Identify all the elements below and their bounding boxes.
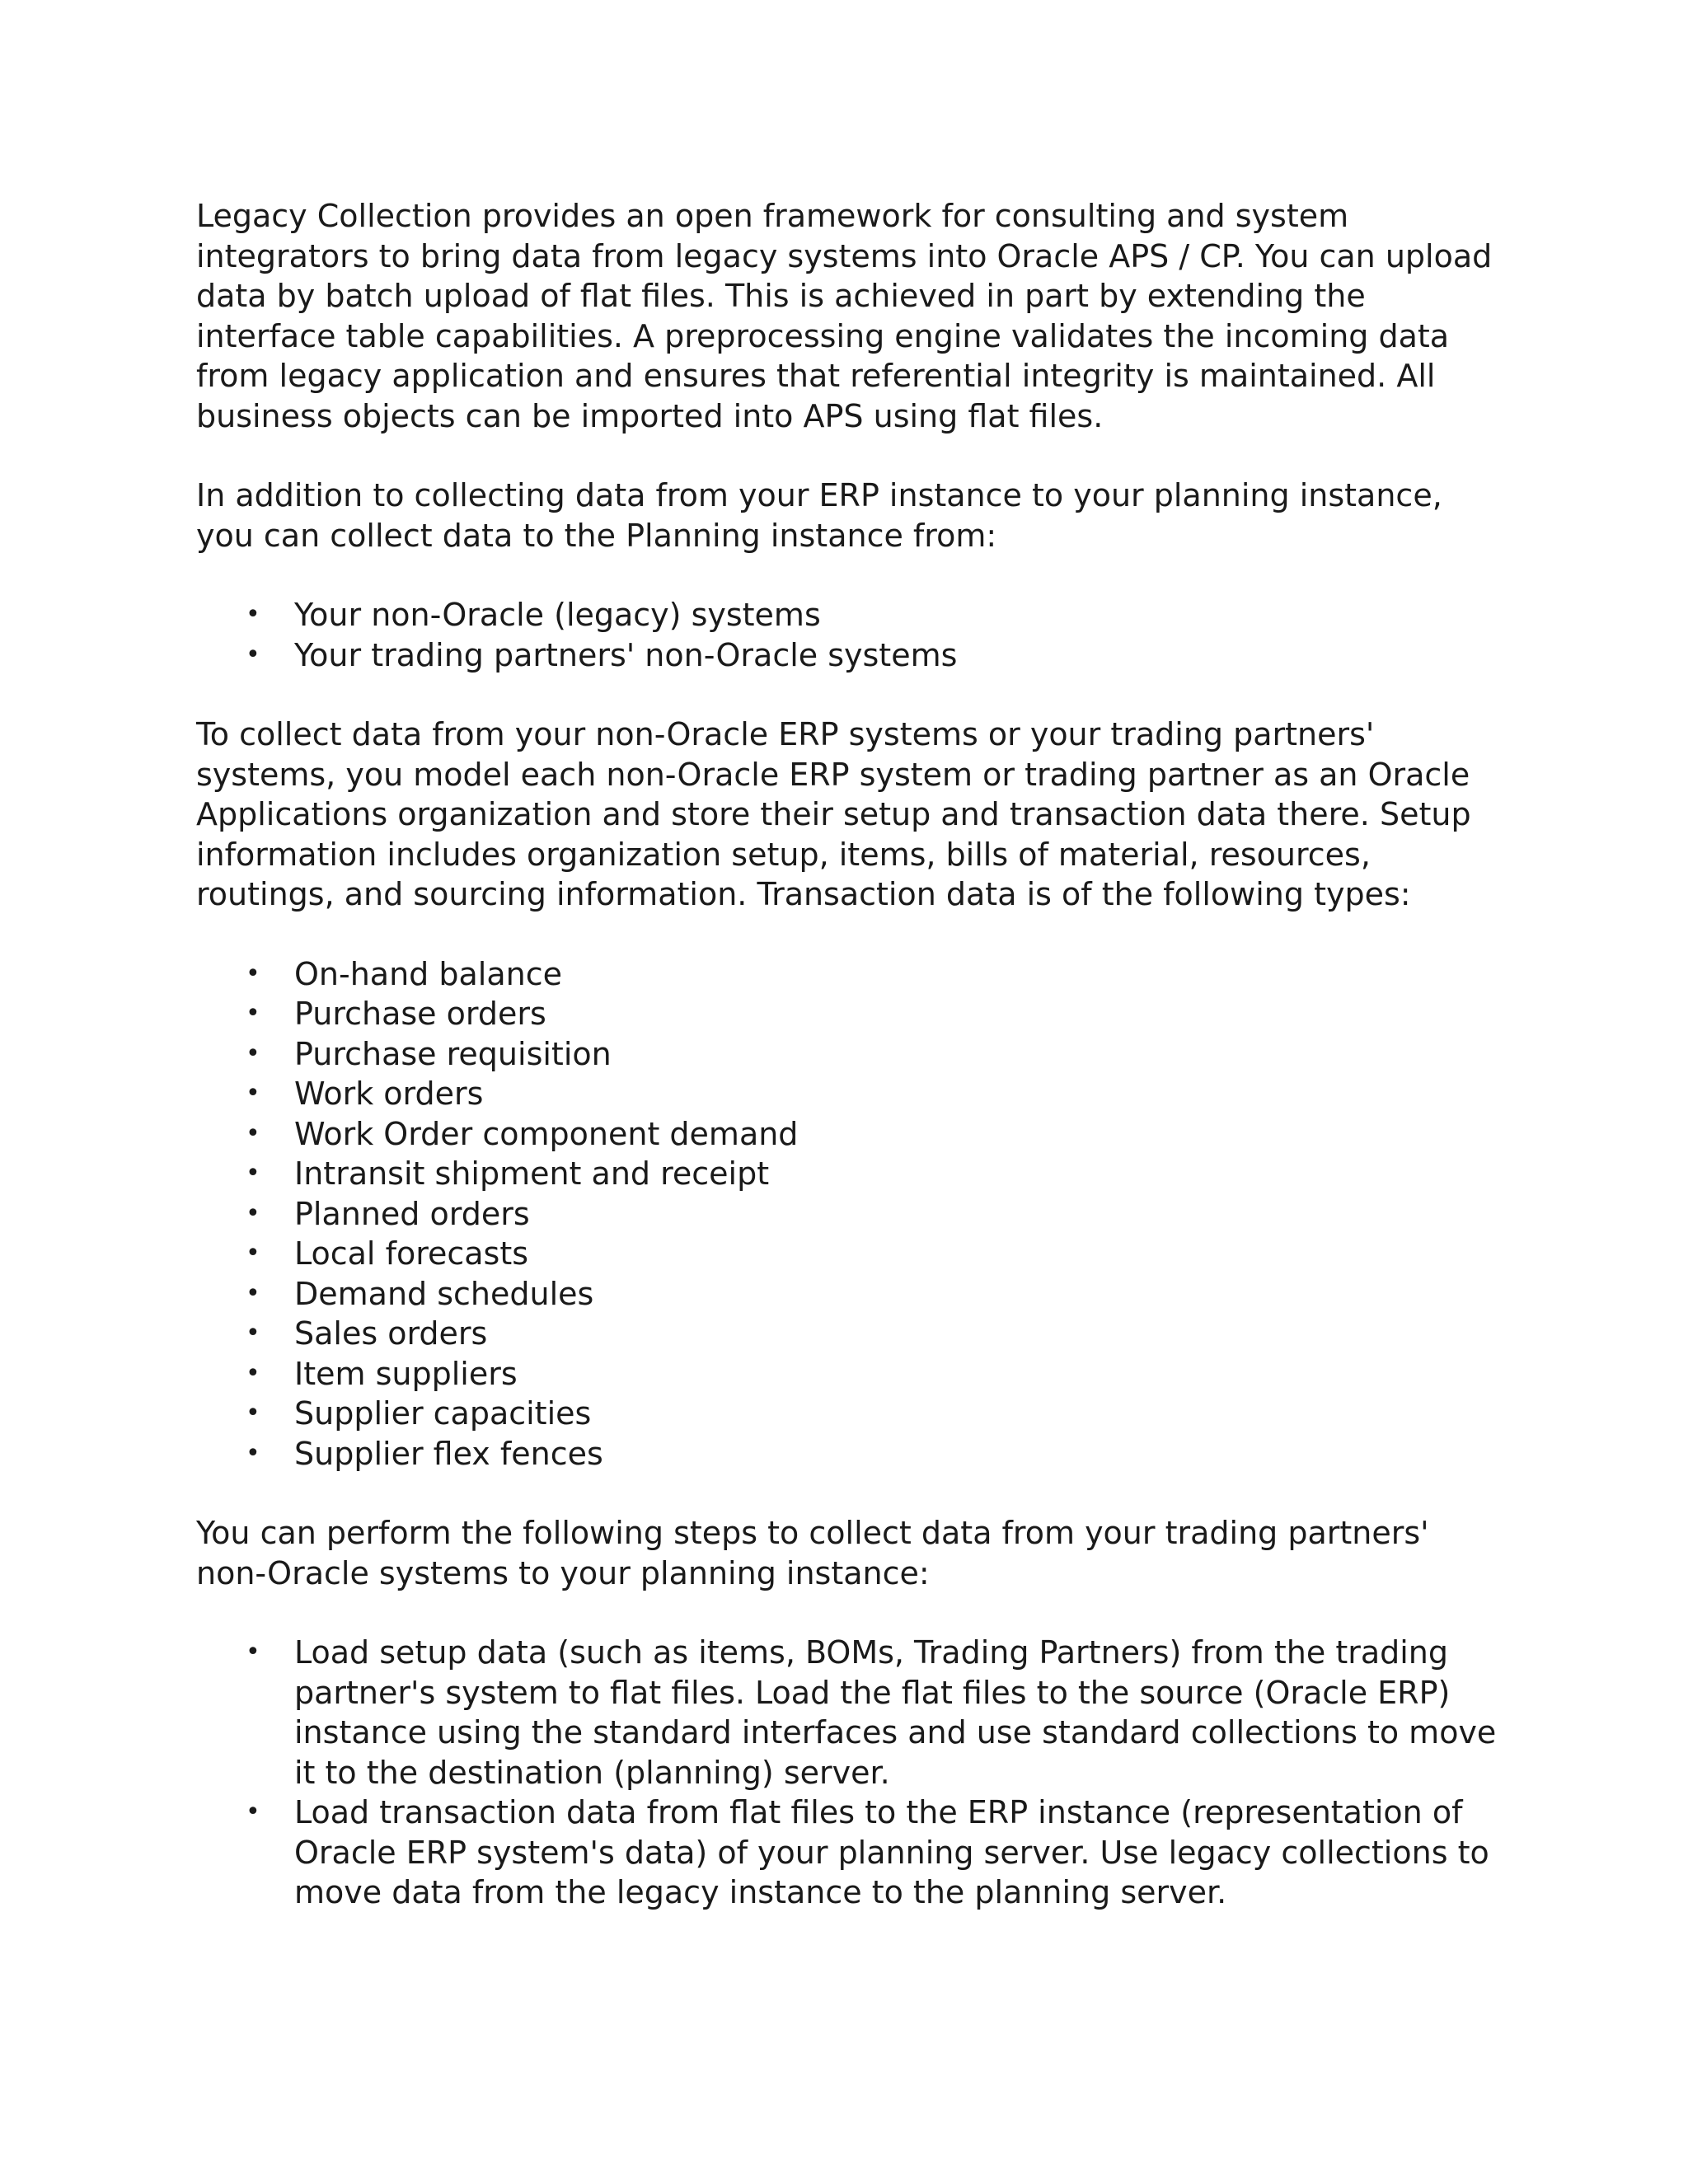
document-page [196,196,1498,1952]
list-item: • On-hand balance [196,954,1498,995]
list-item: • Purchase orders [196,994,1498,1034]
list-item: • Intransit shipment and receipt [196,1154,1498,1194]
list-item: • Your non-Oracle (legacy) systems [196,595,1498,635]
steps-intro-paragraph: You can perform the following steps to collect data from your trading partners' non-Oracle systems to your planning instance: [196,1515,1429,1591]
list-item: • Supplier flex fences [196,1434,1498,1474]
sources-list [196,595,1498,675]
list-item: • Your trading partners' non-Oracle systems [196,635,1498,676]
list-item: • Load setup data (such as items, BOMs, Trading Partners) from the trading partner's system to flat files. Load the flat files to the source (Oracle ERP) instance using the standard interfaces and use standard collections to move it to the destination (planning) server. [196,1633,1498,1793]
list-item: • Demand schedules [196,1274,1498,1315]
intro-paragraph: Legacy Collection provides an open framework for consulting and system integrators to bring data from legacy systems into Oracle APS / CP. You can upload data by batch upload of flat files. This is achieved in part by extending the interface table capabilities. A preprocessing engine validates the incoming data from legacy application and ensures that referential integrity is maintained. All business objects can be imported into APS using flat files. [196,198,1493,434]
list-item: • Purchase requisition [196,1034,1498,1075]
collect-intro-paragraph: In addition to collecting data from your ERP instance to your planning instance, you can collect data to the Planning instance from: [196,477,1442,554]
list-item: • Planned orders [196,1194,1498,1235]
list-item: • Work orders [196,1074,1498,1114]
steps-list [196,1633,1498,1913]
list-item: • Local forecasts [196,1234,1498,1274]
list-item: • Work Order component demand [196,1114,1498,1155]
transaction-types-list [196,954,1498,1474]
list-item: • Load transaction data from flat files to the ERP instance (representation of Oracle ERP system's data) of your planning server. Use legacy collections to move data from the legacy instance to the planning server. [196,1793,1498,1913]
list-item: • Supplier capacities [196,1394,1498,1434]
model-intro-paragraph: To collect data from your non-Oracle ERP systems or your trading partners' systems, you model each non-Oracle ERP system or trading partner as an Oracle Applications organization and store their setup and transaction data there. Setup information includes organization setup, items, bills of material, resources, routings, and sourcing information. Transaction data is of the following types: [196,716,1471,912]
list-item: • Sales orders [196,1314,1498,1354]
list-item: • Item suppliers [196,1354,1498,1394]
